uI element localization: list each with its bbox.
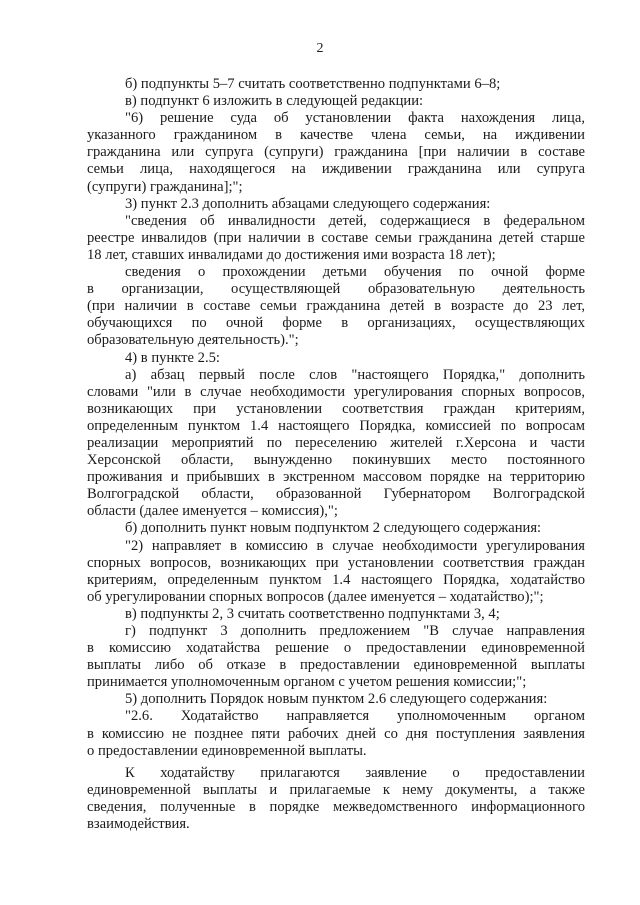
text-line: "2) направляет в комиссию в случае необходимости урегулирования: [125, 537, 585, 554]
text-line: семьи лица, находящегося на иждивении гражданина или супруга: [87, 161, 585, 178]
page-number: 2: [316, 41, 324, 56]
text-line: реализации мероприятий по переселению жителей г.Херсона и части: [87, 434, 585, 451]
text-line: проживания и прибывших в экстренном массовом порядке на территорию: [87, 469, 585, 486]
text-line: Волгоградской области, образованной Губернатором Волгоградской: [87, 486, 585, 503]
text-line: в комиссию не позднее пяти рабочих дней со дня поступления заявления: [87, 725, 585, 742]
text-line: в) подпункт 6 изложить в следующей редакции:: [125, 93, 424, 110]
text-line: 5) дополнить Порядок новым пунктом 2.6 следующего содержания:: [125, 691, 548, 708]
text-line: (супруги) гражданина];";: [87, 178, 243, 195]
text-line: в) подпункты 2, 3 считать соответственно подпунктами 3, 4;: [125, 605, 500, 622]
text-line: "6) решение суда об установлении факта нахождения лица,: [125, 110, 585, 127]
text-line: б) подпункты 5–7 считать соответственно подпунктами 6–8;: [125, 76, 501, 92]
document-body: [87, 76, 585, 833]
text-line: в комиссию ходатайства решение о предоставлении единовременной: [87, 640, 585, 657]
text-line: о предоставлении единовременной выплаты.: [87, 742, 367, 759]
text-line: гражданина или супруга (супруги) гражданина [при наличии в составе: [87, 144, 585, 161]
text-line: единовременной выплаты и прилагаемые к нему документы, а также: [87, 781, 585, 798]
text-line: в организации, осуществляющей образовательную деятельность: [87, 281, 585, 298]
text-line: взаимодействия.: [87, 816, 190, 833]
text-line: 3) пункт 2.3 дополнить абзацами следующего содержания:: [125, 195, 491, 212]
text-line: реестре инвалидов (при наличии в составе семьи гражданина детей старше: [87, 229, 585, 246]
text-line: обучающихся по очной форме в организациях, осуществляющих: [87, 315, 585, 332]
text-line: г) подпункт 3 дополнить предложением "В случае направления: [125, 623, 585, 639]
text-line: К ходатайству прилагаются заявление о предоставлении: [125, 764, 585, 781]
text-line: а) абзац первый после слов "настоящего Порядка," дополнить: [125, 366, 585, 383]
text-line: сведения о прохождении детьми обучения по очной форме: [125, 264, 585, 281]
text-line: 4) в пункте 2.5:: [125, 349, 220, 366]
text-line: б) дополнить пункт новым подпунктом 2 следующего содержания:: [125, 520, 542, 537]
text-line: об урегулировании спорных вопросов (далее именуется – ходатайство);";: [87, 588, 544, 605]
text-line: Херсонской области, вынужденно покинувших место постоянного: [87, 452, 585, 469]
text-line: (при наличии в составе семьи гражданина детей в возрасте до 23 лет,: [87, 298, 585, 315]
text-line: принимается уполномоченным органом с учетом решения комиссии;";: [87, 674, 527, 691]
text-line: возникающих при установлении соответствия граждан критериям,: [87, 400, 585, 417]
text-line: критериям, определенным пунктом 1.4 настоящего Порядка, ходатайство: [87, 571, 585, 588]
text-line: спорных вопросов, возникающих при установлении соответствия граждан: [87, 554, 585, 571]
text-line: 18 лет, ставших инвалидами до достижения ими возраста 18 лет);: [87, 246, 496, 263]
text-line: словами "или в случае необходимости урегулирования спорных вопросов,: [87, 383, 585, 400]
text-line: образовательную деятельность).";: [87, 332, 299, 349]
text-line: "2.6. Ходатайство направляется уполномоченным органом: [125, 708, 585, 725]
text-line: сведения, полученные в порядке межведомственного информационного: [87, 798, 585, 815]
text-line: указанного гражданином в качестве члена семьи, на иждивении: [87, 127, 585, 144]
text-line: выплаты либо об отказе в предоставлении единовременной выплаты: [87, 657, 585, 674]
text-line: определенным пунктом 1.4 настоящего Порядка, комиссией по вопросам: [87, 417, 585, 434]
text-line: области (далее именуется – комиссия),";: [87, 503, 338, 520]
text-line: "сведения об инвалидности детей, содержащиеся в федеральном: [125, 212, 585, 229]
